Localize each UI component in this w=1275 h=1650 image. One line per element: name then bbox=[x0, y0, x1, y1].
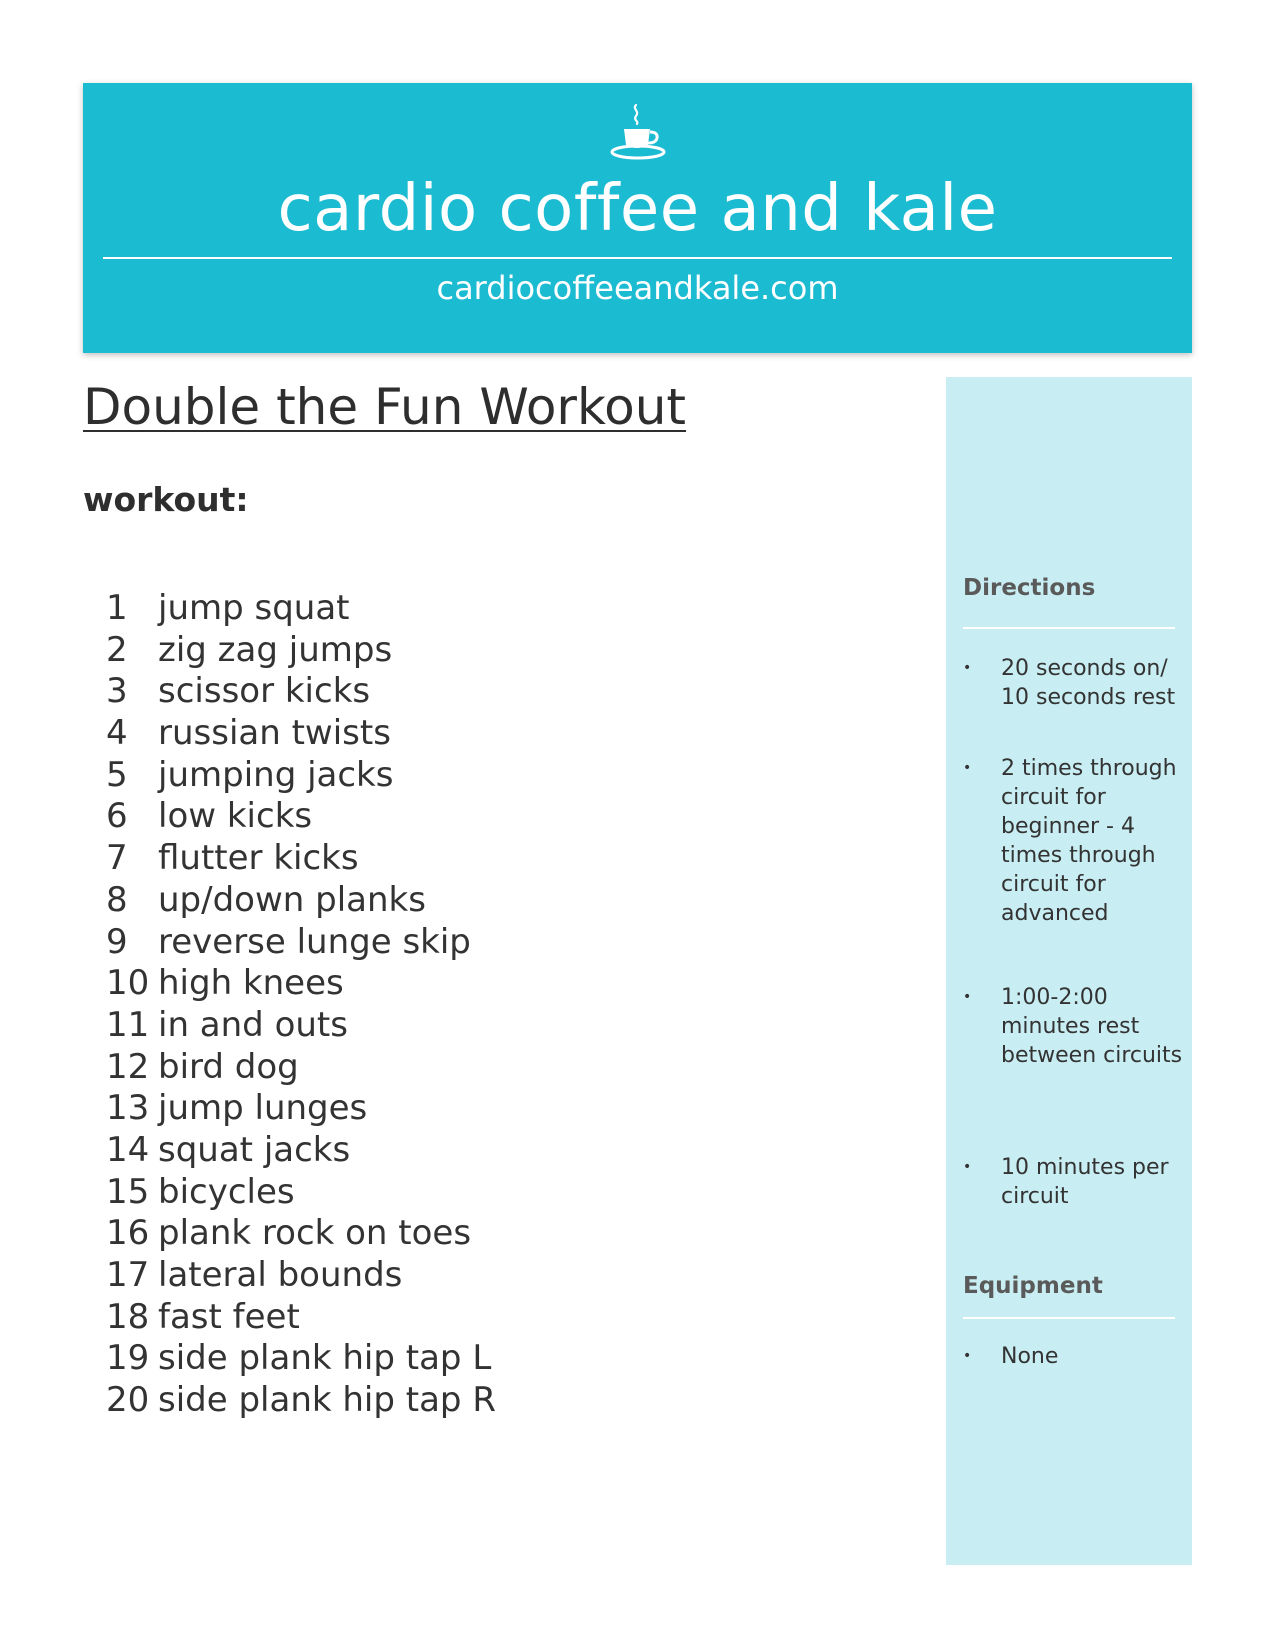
exercise-item bbox=[106, 1005, 496, 1047]
exercise-name: flutter kicks bbox=[158, 838, 359, 879]
exercise-item bbox=[106, 630, 496, 672]
direction-item bbox=[963, 983, 1183, 1070]
exercise-number: 18 bbox=[106, 1296, 150, 1337]
exercise-number: 7 bbox=[106, 838, 128, 879]
exercise-name: jump lunges bbox=[158, 1088, 368, 1129]
exercise-name: low kicks bbox=[158, 796, 313, 837]
header-banner bbox=[83, 83, 1192, 353]
workout-label: workout: bbox=[83, 480, 249, 519]
exercise-item bbox=[106, 880, 496, 922]
exercise-name: squat jacks bbox=[158, 1129, 351, 1170]
exercise-number: 14 bbox=[106, 1129, 150, 1170]
exercise-number: 1 bbox=[106, 588, 128, 628]
exercise-number: 15 bbox=[106, 1171, 150, 1212]
exercise-item bbox=[106, 588, 496, 630]
exercise-item bbox=[106, 1172, 496, 1214]
equipment-heading: Equipment bbox=[963, 1273, 1103, 1299]
exercise-name: scissor kicks bbox=[158, 671, 371, 712]
direction-item bbox=[963, 1153, 1183, 1211]
banner-divider bbox=[103, 257, 1172, 259]
exercise-item bbox=[106, 1213, 496, 1255]
site-title: cardio coffee and kale bbox=[277, 172, 998, 246]
bullet-icon: • bbox=[963, 660, 972, 676]
exercise-item bbox=[106, 671, 496, 713]
exercise-name: plank rock on toes bbox=[158, 1213, 472, 1254]
exercise-number: 12 bbox=[106, 1046, 150, 1087]
exercise-item bbox=[106, 838, 496, 880]
exercise-item bbox=[106, 713, 496, 755]
direction-text: 10 minutes per circuit bbox=[1001, 1155, 1169, 1209]
exercise-name: reverse lunge skip bbox=[158, 921, 471, 962]
exercise-item bbox=[106, 963, 496, 1005]
exercise-number: 13 bbox=[106, 1088, 150, 1129]
exercise-name: up/down planks bbox=[158, 879, 426, 920]
bullet-icon: • bbox=[963, 1159, 972, 1175]
equipment-text: None bbox=[1001, 1344, 1059, 1369]
exercise-name: russian twists bbox=[158, 713, 391, 754]
directions-divider bbox=[963, 627, 1175, 629]
coffee-cup-icon bbox=[83, 101, 1192, 171]
exercise-number: 9 bbox=[106, 921, 128, 962]
bullet-icon: • bbox=[963, 1348, 972, 1364]
exercise-name: jumping jacks bbox=[158, 754, 394, 795]
direction-item bbox=[963, 654, 1183, 712]
exercise-name: side plank hip tap L bbox=[158, 1338, 492, 1379]
direction-text: 2 times through circuit for beginner - 4 times through circuit for advanced bbox=[1001, 756, 1177, 926]
exercise-name: side plank hip tap R bbox=[158, 1380, 496, 1421]
exercise-name: fast feet bbox=[158, 1296, 300, 1337]
equipment-item bbox=[963, 1342, 1183, 1371]
exercise-item bbox=[106, 1130, 496, 1172]
exercise-number: 10 bbox=[106, 963, 150, 1004]
exercise-list bbox=[106, 588, 496, 1422]
directions-sidebar bbox=[946, 377, 1192, 1565]
direction-text: 1:00-2:00 minutes rest between circuits bbox=[1001, 985, 1183, 1068]
exercise-item bbox=[106, 796, 496, 838]
exercise-number: 3 bbox=[106, 671, 128, 712]
exercise-number: 20 bbox=[106, 1380, 150, 1421]
exercise-name: high knees bbox=[158, 963, 344, 1004]
site-url[interactable]: cardiocoffeeandkale.com bbox=[436, 269, 839, 307]
exercise-number: 11 bbox=[106, 1004, 150, 1045]
exercise-item bbox=[106, 922, 496, 964]
exercise-name: bicycles bbox=[158, 1171, 295, 1212]
bullet-icon: • bbox=[963, 760, 972, 776]
exercise-name: lateral bounds bbox=[158, 1255, 403, 1295]
exercise-name: zig zag jumps bbox=[158, 629, 393, 670]
exercise-number: 5 bbox=[106, 754, 128, 795]
exercise-name: in and outs bbox=[158, 1004, 348, 1045]
page-title: Double the Fun Workout bbox=[83, 378, 687, 436]
exercise-item bbox=[106, 755, 496, 797]
exercise-number: 8 bbox=[106, 879, 128, 920]
direction-item bbox=[963, 754, 1183, 928]
exercise-number: 19 bbox=[106, 1338, 150, 1379]
exercise-item bbox=[106, 1338, 496, 1380]
exercise-number: 4 bbox=[106, 713, 128, 754]
direction-text: 20 seconds on/ 10 seconds rest bbox=[1001, 656, 1176, 710]
exercise-item bbox=[106, 1380, 496, 1422]
directions-heading: Directions bbox=[963, 575, 1096, 601]
exercise-name: jump squat bbox=[158, 588, 350, 628]
exercise-number: 17 bbox=[106, 1255, 150, 1295]
exercise-item bbox=[106, 1047, 496, 1089]
exercise-number: 6 bbox=[106, 796, 128, 837]
exercise-item bbox=[106, 1088, 496, 1130]
equipment-divider bbox=[963, 1317, 1175, 1319]
exercise-number: 2 bbox=[106, 629, 128, 670]
exercise-number: 16 bbox=[106, 1213, 150, 1254]
exercise-item bbox=[106, 1255, 496, 1297]
exercise-item bbox=[106, 1297, 496, 1339]
bullet-icon: • bbox=[963, 989, 972, 1005]
exercise-name: bird dog bbox=[158, 1046, 299, 1087]
